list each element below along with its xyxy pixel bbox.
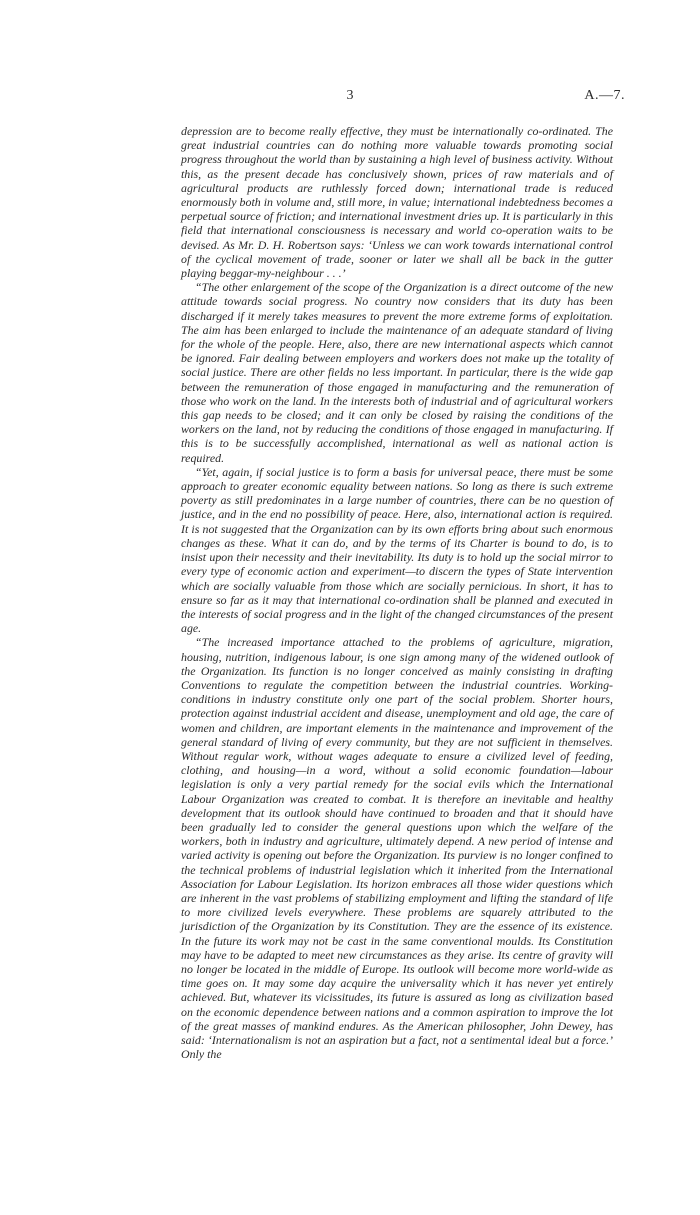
page-number: 3 <box>346 88 354 103</box>
paragraph-3: “Yet, again, if social justice is to form a basis for universal peace, there must be some approach to greater economic equality between nations. So long as there is such extreme poverty as still predominates in a large number of countries, there can be no question of justice, and in the end no possibility of peace. Here, also, international action is required. It is not suggested that the Organization can by its own efforts bring about such enormous changes as these. What it can do, and by the terms of its Charter is bound to do, is to insist upon their necessity and their inevitability. Its duty is to hold up the social mirror to every type of economic action and experiment—to discern the types of State intervention which are socially valuable from those which are socially pernicious. In short, it has to ensure so far as it may that international co-ordination shall be planned and executed in the interests of social progress and in the light of the changed circumstances of the present age. <box>181 464 613 636</box>
body-text <box>181 124 613 1061</box>
document-reference: A.—7. <box>584 88 625 103</box>
paragraph-2: “The other enlargement of the scope of the Organization is a direct outcome of the new attitude towards social progress. No country now considers that its duty has been discharged if it merely takes measures to prevent the more extreme forms of exploitation. The aim has been enlarged to include the maintenance of an adequate standard of living for the whole of the people. Here, also, there are new international aspects which cannot be ignored. Fair dealing between employers and workers does not make up the totality of social justice. There are other fields no less important. In particular, there is the wide gap between the remuneration of those engaged in manufacturing and the remuneration of those who work on the land. In the interests both of industrial and of agricultural workers this gap needs to be closed; and it can only be closed by raising the conditions of the workers on the land, not by reducing the conditions of those engaged in manufacturing. If this is to be successfully accomplished, international as well as national action is required. <box>181 280 613 465</box>
paragraph-4: “The increased importance attached to the problems of agriculture, migration, housing, nutrition, indigenous labour, is one sign among many of the widened outlook of the Organization. Its function is no longer conceived as mainly consisting in drafting Conventions to regulate the competition between the industrial countries. Working-conditions in industry constitute only one part of the social problem. Shorter hours, protection against industrial accident and disease, unemployment and old age, the care of women and children, are important elements in the maintenance and improvement of the general standard of living of every community, but they are not sufficient in themselves. Without regular work, without wages adequate to ensure a civilized level of feeding, clothing, and housing—in a word, without a solid economic foundation—labour legislation is only a very partial remedy for the social evils which the International Labour Organization was created to combat. It is therefore an inevitable and healthy development that its outlook should have continued to broaden and that it should have been gradually led to consider the general questions upon which the welfare of the workers, both in industry and agriculture, ultimately depend. A new period of intense and varied activity is opening out before the Organization. Its purview is no longer confined to the technical problems of industrial legislation which it inherited from the International Association for Labour Legislation. Its horizon embraces all those wider questions which are inherent in the vast problems of stabilizing employment and lifting the standard of life to more civilized levels everywhere. These problems are squarely attributed to the jurisdiction of the Organization by its Constitution. They are the essence of its existence. In the future its work may not be cast in the same conventional moulds. Its Constitution may have to be adapted to meet new circumstances as they arise. Its centre of gravity will no longer be located in the middle of Europe. Its outlook will become more world-wide as time goes on. It may some day acquire the universality which it has never yet entirely achieved. But, whatever its vicissitudes, its future is assured as long as civilization based on the economic dependence between nations and a common aspiration to improve the lot of the great masses of mankind endures. As the American philosopher, John Dewey, has said: ‘Internationalism is not an aspiration but a fact, not a sentimental ideal but a force.’ Only the <box>181 635 613 1062</box>
paragraph-1: depression are to become really effective, they must be internationally co-ordinated. The great industrial countries can do nothing more valuable towards promoting social progress throughout the world than by sustaining a high level of business activity. Without this, as the present decade has conclusively shown, prices of raw materials and of agricultural products are ruthlessly forced down; international trade is reduced enormously both in volume and, still more, in value; international indebtedness becomes a perpetual source of friction; and international investment dries up. It is particularly in this field that international consciousness is necessary and world co-operation waits to be devised. As Mr. D. H. Robertson says: ‘Unless we can work towards international control of the cyclical movement of trade, sooner or later we shall all be back in the gutter playing beggar-my-neighbour . . .’ <box>181 124 613 281</box>
